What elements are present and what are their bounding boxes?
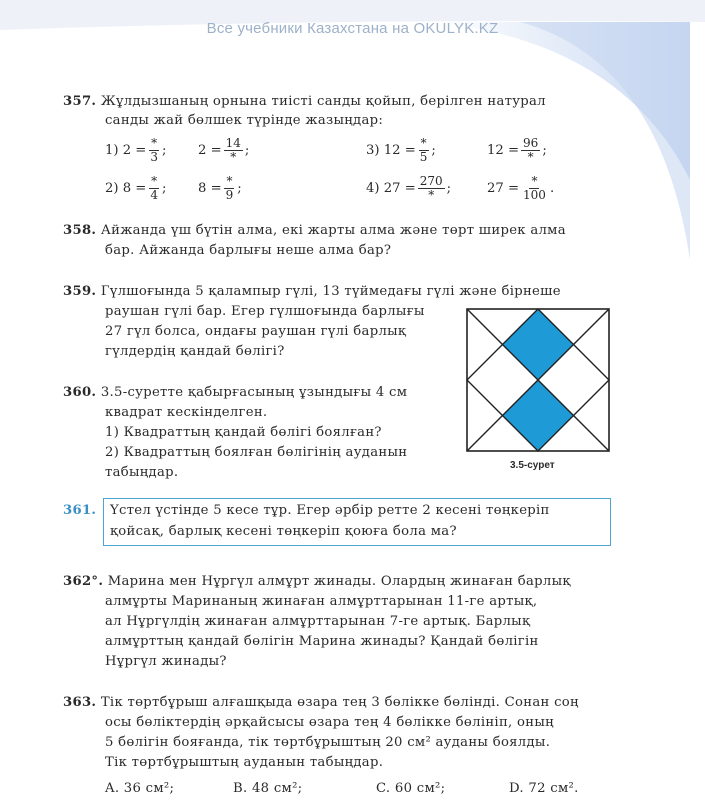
problem-357-line2: санды жай бөлшек түрінде жазыңдар: [105, 113, 384, 128]
figure-caption: 3.5-сурет [510, 460, 555, 471]
problem-363-line1: 363. Тік төртбұрыш алғашқыда өзара тең 3 бөлікке бөлінді. Сонан соң [63, 695, 579, 710]
fraction: $\frac{*}{9}$ [225, 173, 234, 202]
fraction: $\frac{96}{*}$ [523, 135, 539, 164]
problem-360-line3: 1) Квадраттың қандай бөлігі боялған? [105, 425, 382, 440]
watermark-text: Все учебники Казахстана на OKULYK.KZ [206, 20, 499, 37]
problem-359-line1: 359. Гүлшоғында 5 қалампыр гүлі, 13 түймедағы гүлі және бірнеше [63, 284, 561, 299]
answer-option-a: A. 36 см²; [105, 781, 175, 796]
fraction: $\frac{14}{*}$ [225, 135, 241, 164]
problem-358-line1: 358. Айжанда үш бүтін алма, екі жарты алма және төрт ширек алма [63, 223, 566, 238]
problem-357-item-6: 8 = $\frac{*}{9}$ ; [198, 173, 242, 202]
problem-357-item-4: 12 = $\frac{96}{*}$ ; [487, 135, 547, 164]
problem-359-line4: гүлдердің қандай бөлігі? [105, 344, 285, 359]
fraction: $\frac{270}{*}$ [419, 173, 443, 202]
problem-359-line3: 27 гүл болса, ондағы раушан гүлі барлық [105, 324, 407, 339]
answer-option-b: B. 48 см²; [233, 781, 303, 796]
figure-3-5-square-diagram [466, 308, 610, 452]
answer-option-c: C. 60 см²; [376, 781, 446, 796]
problem-359-line2: раушан гүлі бар. Егер гүлшоғында барлығы [105, 304, 425, 319]
problem-362-line2: алмұрты Маринаның жинаған алмұрттарынан 11-ге артық, [105, 594, 538, 609]
problem-362-line5: Нұргүл жинады? [105, 654, 227, 669]
problem-363-line4: Тік төртбұрыштың ауданын табыңдар. [105, 755, 384, 770]
problem-357-item-7: 4) 27 = $\frac{270}{*}$ ; [366, 173, 452, 202]
fraction: $\frac{*}{5}$ [419, 135, 428, 164]
problem-361-number: 361. [63, 503, 97, 518]
answer-option-d: D. 72 см². [509, 781, 579, 796]
problem-362-line3: ал Нұргүлдің жинаған алмұрттарынан 7-ге артық. Барлық [105, 614, 531, 629]
problem-360-line2: квадрат кескінделген. [105, 405, 268, 420]
problem-357-item-3: 3) 12 = $\frac{*}{5}$ ; [366, 135, 436, 164]
problem-361-line1: Үстел үстінде 5 кесе тұр. Егер әрбір ретте 2 кесені төңкеріп [110, 503, 550, 518]
problem-357-item-2: 2 = $\frac{14}{*}$ ; [198, 135, 250, 164]
problem-360-line5: табыңдар. [105, 465, 179, 480]
fraction: $\frac{*}{4}$ [150, 173, 158, 202]
problem-357-item-1: 1) 2 = $\frac{*}{3}$ ; [105, 135, 167, 164]
problem-362-line4: алмұрттың қандай бөлігін Марина жинады? Қандай бөлігін [105, 634, 539, 649]
problem-363-line3: 5 бөлігін бояғанда, тік төртбұрыштың 20 см² ауданы боялды. [105, 735, 551, 750]
problem-357-item-5: 2) 8 = $\frac{*}{4}$ ; [105, 173, 167, 202]
fraction: $\frac{*}{3}$ [150, 135, 158, 164]
problem-357-line1: 357. Жұлдызшаның орнына тиісті санды қойып, берілген натурал [63, 94, 546, 109]
problem-361-line2: қойсақ, барлық кесені төңкеріп қоюға бола ма? [110, 524, 457, 539]
problem-360-line1: 360. 3.5-суретте қабырғасының ұзындығы 4 см [63, 385, 408, 400]
problem-358-line2: бар. Айжанда барлығы неше алма бар? [105, 243, 392, 258]
problem-362-line1: 362°. Марина мен Нұргүл алмұрт жинады. Олардың жинаған барлық [63, 574, 571, 589]
problem-360-line4: 2) Квадраттың боялған бөлігінің ауданын [105, 445, 408, 460]
problem-357-item-8: 27 = $\frac{*}{100}$ . [487, 173, 555, 202]
fraction: $\frac{*}{100}$ [523, 173, 546, 202]
problem-363-line2: осы бөліктердің әрқайсысы өзара тең 4 бөлікке бөлініп, оның [105, 715, 554, 730]
